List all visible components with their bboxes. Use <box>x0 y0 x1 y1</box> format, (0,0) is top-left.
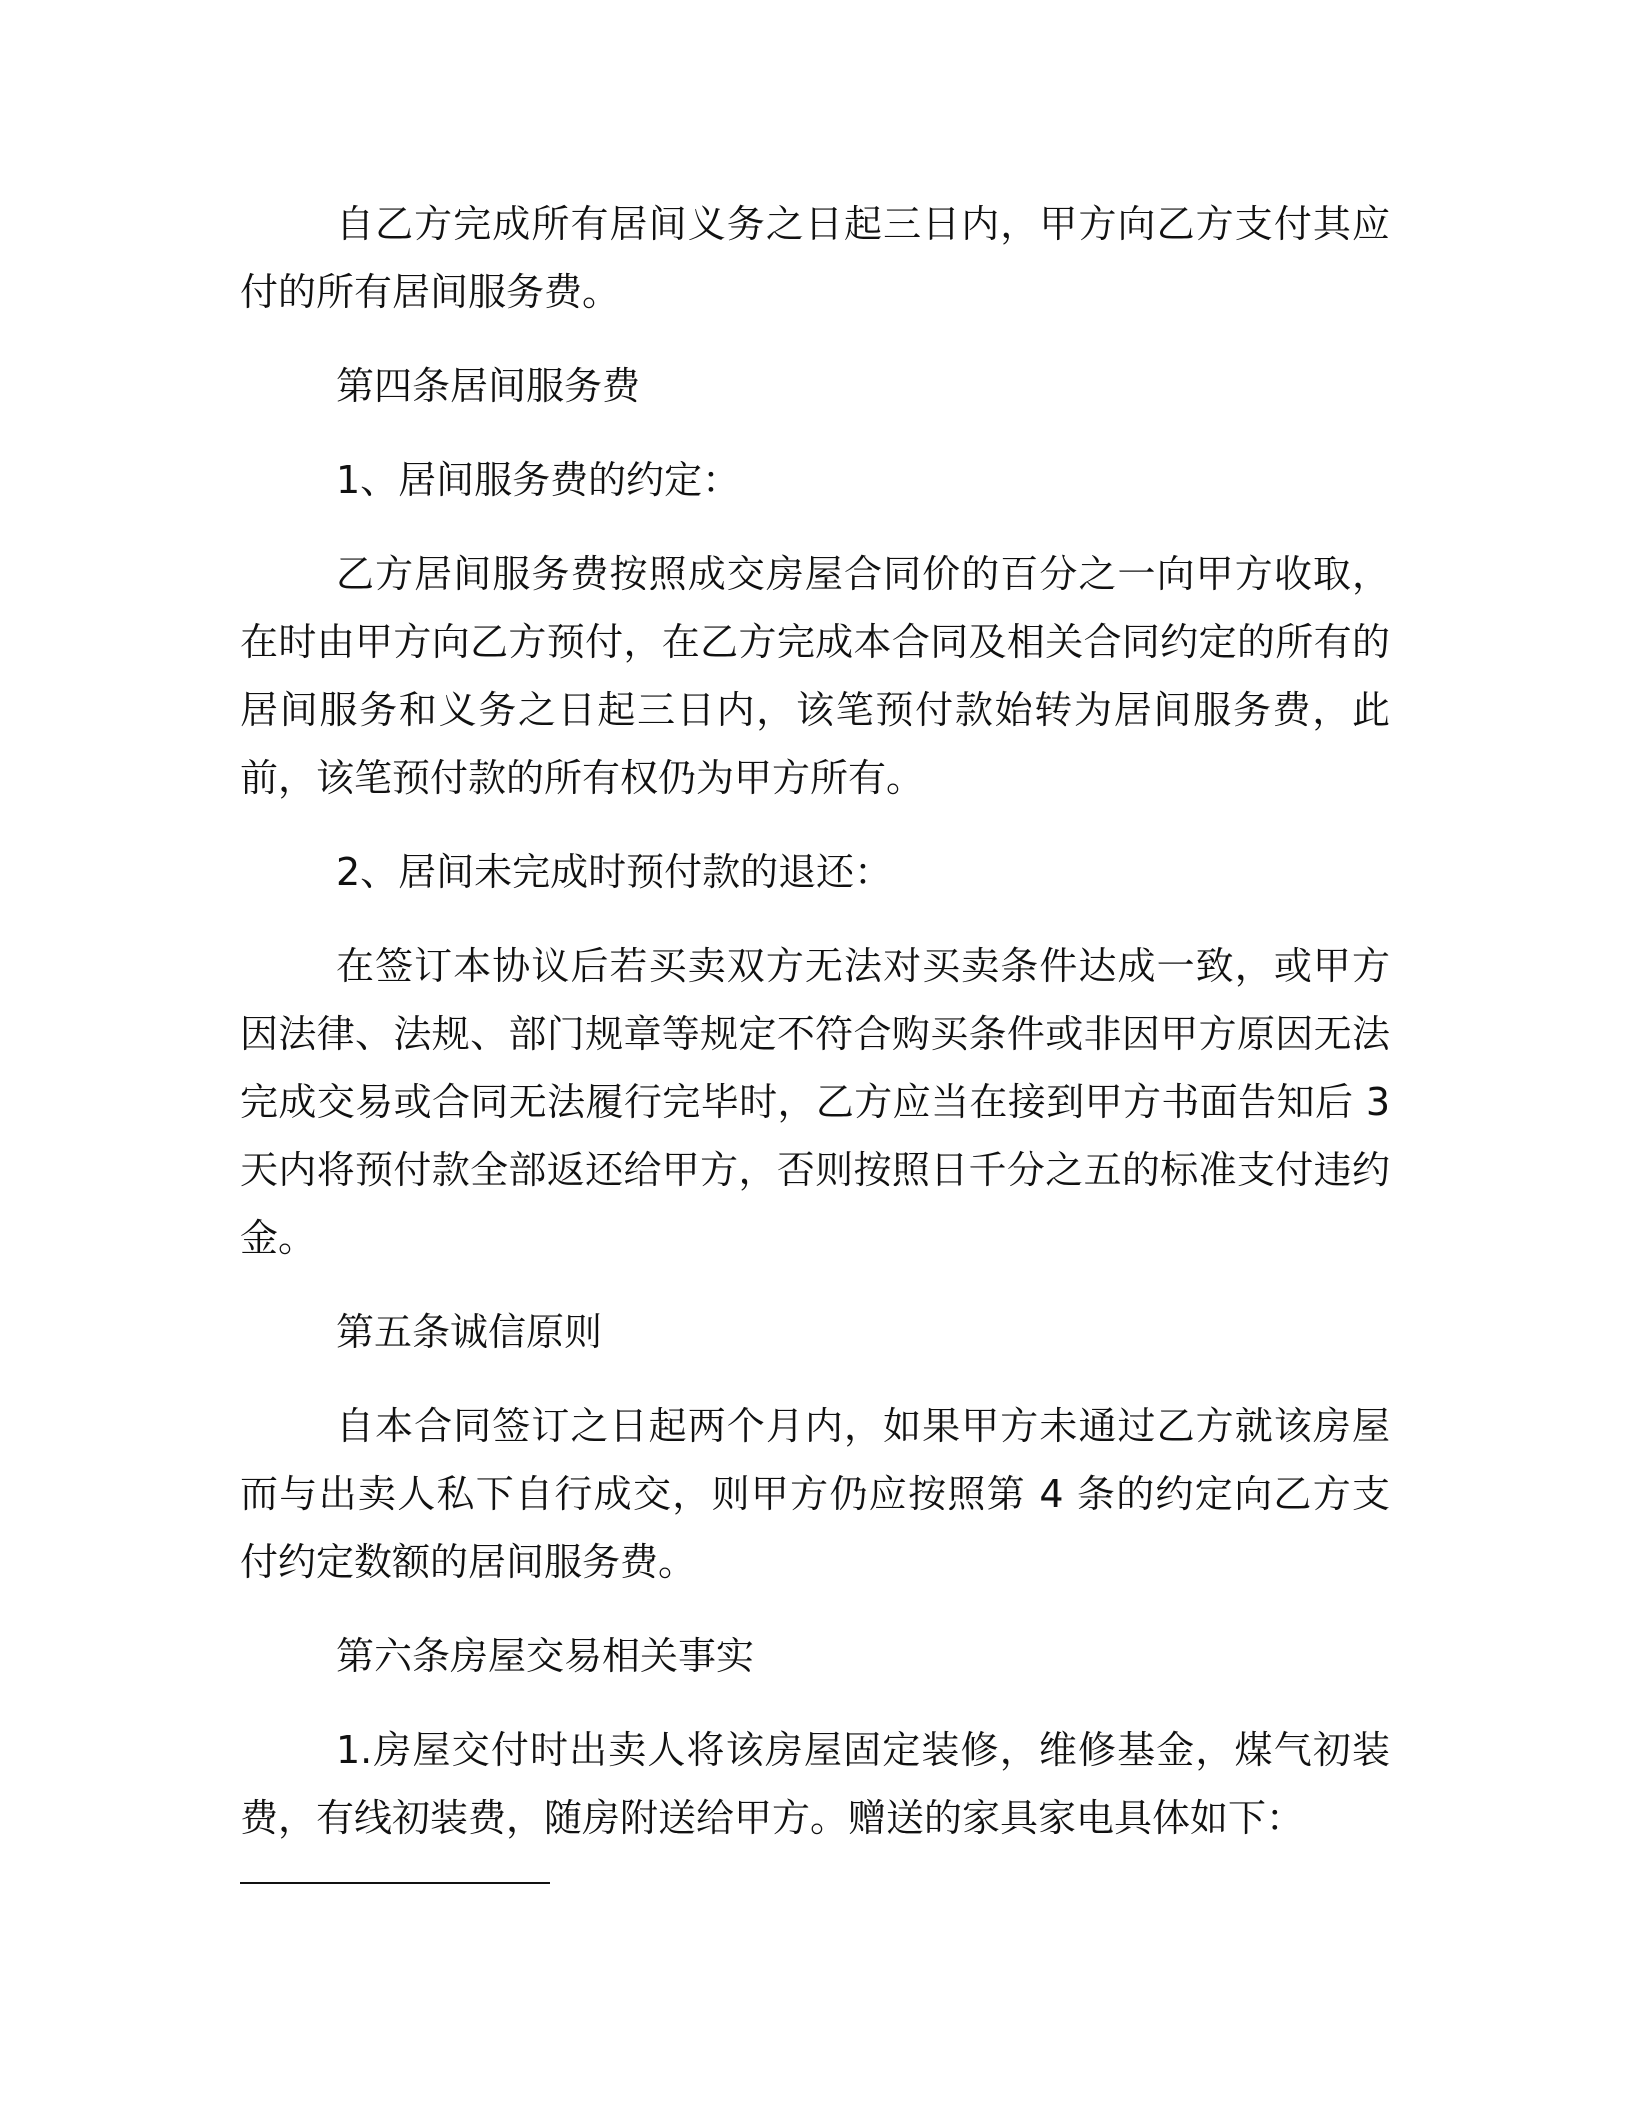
document-page <box>240 190 1390 1884</box>
paragraph-refund-terms: 在签订本协议后若买卖双方无法对买卖条件达成一致，或甲方因法律、法规、部门规章等规定不符合购买条件或非因甲方原因无法完成交易或合同无法履行完毕时，乙方应当在接到甲方书面告知后 3 天内将预付款全部返还给甲方，否则按照日千分之五的标准支付违约金。 <box>240 944 1390 1260</box>
paragraph-payment-timing: 自乙方完成所有居间义务之日起三日内，甲方向乙方支付其应付的所有居间服务费。 <box>240 202 1390 314</box>
subheading-refund: 2、居间未完成时预付款的退还： <box>336 850 893 894</box>
subheading-fee-agreement: 1、居间服务费的约定： <box>336 458 741 502</box>
paragraph-house-delivery: 1.房屋交付时出卖人将该房屋固定装修，维修基金，煤气初装费，有线初装费，随房附送给甲方。赠送的家具家电具体如下： <box>240 1728 1390 1840</box>
heading-article-5: 第五条诚信原则 <box>336 1310 603 1354</box>
heading-article-6: 第六条房屋交易相关事实 <box>336 1634 755 1678</box>
blank-fill-line <box>240 1882 550 1884</box>
heading-article-4: 第四条居间服务费 <box>336 364 641 408</box>
paragraph-fee-terms: 乙方居间服务费按照成交房屋合同价的百分之一向甲方收取，在时由甲方向乙方预付，在乙方完成本合同及相关合同约定的所有的居间服务和义务之日起三日内，该笔预付款始转为居间服务费，此前，该笔预付款的所有权仍为甲方所有。 <box>240 552 1390 800</box>
paragraph-good-faith: 自本合同签订之日起两个月内，如果甲方未通过乙方就该房屋而与出卖人私下自行成交，则甲方仍应按照第 4 条的约定向乙方支付约定数额的居间服务费。 <box>240 1404 1390 1584</box>
